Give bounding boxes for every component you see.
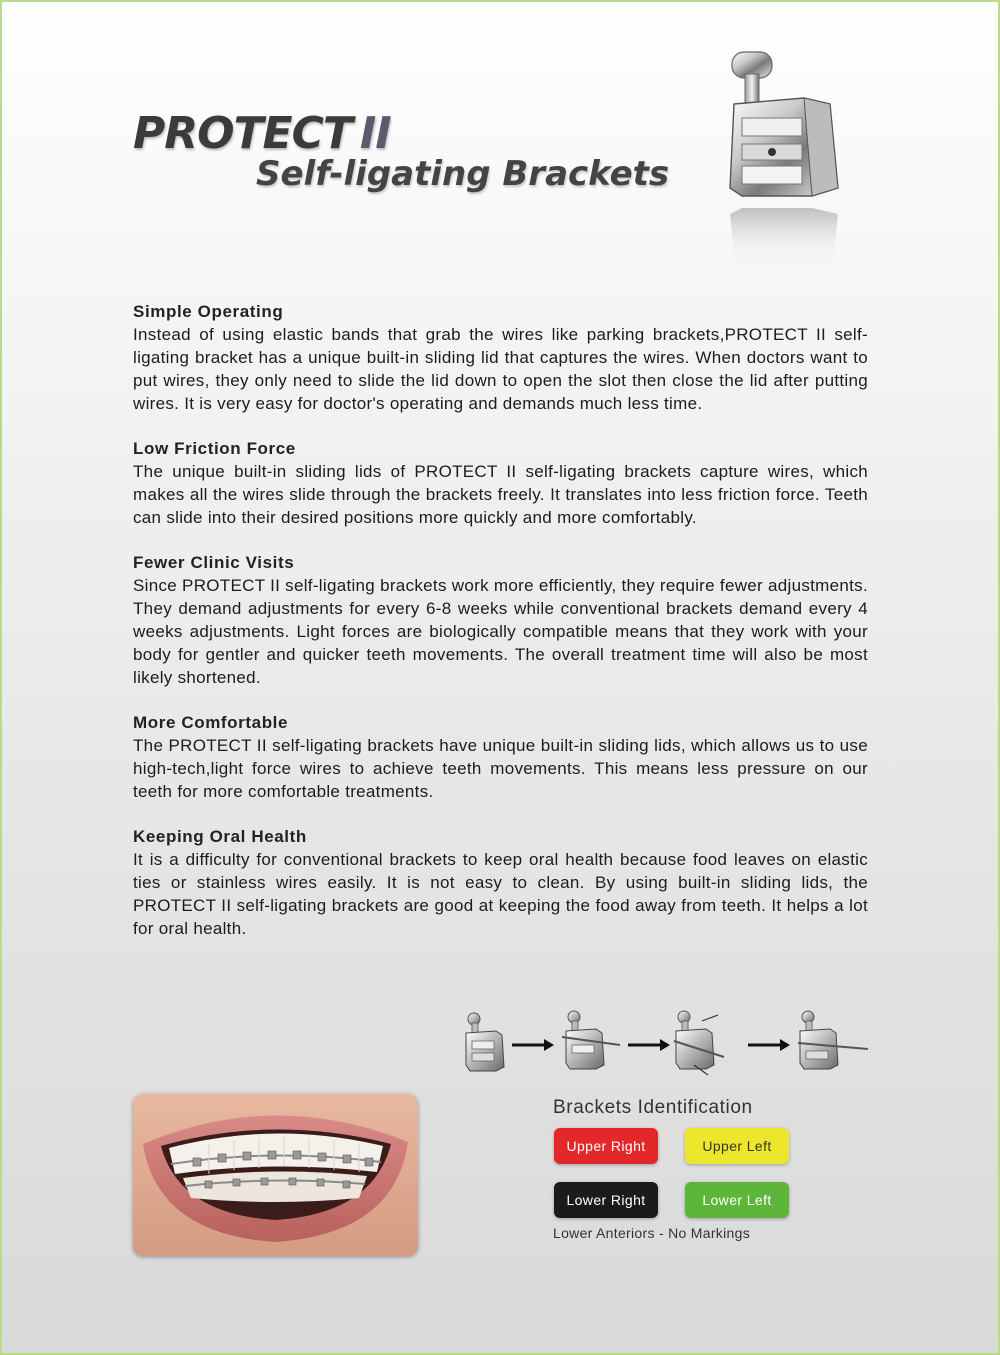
feature-fewer-visits [133, 551, 868, 689]
arrow-icon [512, 1039, 554, 1051]
feature-heading: Low Friction Force [133, 439, 296, 458]
arrow-icon [628, 1039, 670, 1051]
feature-body: Instead of using elastic bands that grab the wires like parking brackets,PROTECT II self-ligating bracket has a unique built-in sliding lid that captures the wires. When doctors want to put wires, they only need to slide the lid down to open the slot then close the lid after putting wires. It is very easy for doctor's operating and demands much less time. [133, 325, 868, 413]
feature-body: Since PROTECT II self-ligating brackets work more efficiently, they require fewer adjustments. They demand adjustments for every 6-8 weeks while conventional brackets demand every 4 weeks adjustments. Light forces are biologically compatible means that they work with your body for gentler and quicker teeth movements. The overall treatment time will also be most likely shortened. [133, 576, 868, 687]
feature-low-friction [133, 437, 868, 529]
feature-simple-operating [133, 300, 868, 415]
tag-lower-right: Lower Right [554, 1182, 658, 1218]
tag-lower-left: Lower Left [685, 1182, 789, 1218]
brand-title [133, 108, 391, 159]
lid-operation-sequence [462, 1005, 872, 1080]
feature-heading: Fewer Clinic Visits [133, 553, 295, 572]
feature-oral-health [133, 825, 868, 940]
bracket-step-wire [674, 1011, 724, 1075]
smile-with-braces-photo [133, 1094, 418, 1256]
bracket-illustration [712, 48, 852, 273]
brand-name: PROTECT [133, 108, 352, 159]
bracket-step-open [562, 1011, 620, 1069]
brackets-identification-title: Brackets Identification [553, 1097, 753, 1118]
feature-body: It is a difficulty for conventional brackets to keep oral health because food leaves on elastic ties or stainless wires easily. It is not easy to clean. By using built-in sliding lids, the PROTECT II self-ligating brackets are good at keeping the food away from teeth. It helps a lot for oral health. [133, 850, 868, 938]
tag-upper-left: Upper Left [685, 1128, 789, 1164]
bracket-step-locked [798, 1011, 868, 1069]
feature-heading: Keeping Oral Health [133, 827, 307, 846]
feature-list [133, 300, 868, 962]
subtitle: Self-ligating Brackets [256, 154, 670, 194]
lower-anteriors-note: Lower Anteriors - No Markings [553, 1225, 750, 1241]
bracket-step-closed [466, 1013, 504, 1071]
feature-heading: Simple Operating [133, 302, 284, 321]
feature-body: The PROTECT II self-ligating brackets have unique built-in sliding lids, which allows us to use high-tech,light force wires to achieve teeth movements. This means less pressure on our teeth for more comfortable treatments. [133, 736, 868, 801]
brand-numeral: II [359, 108, 391, 159]
arrow-icon [748, 1039, 790, 1051]
tag-upper-right: Upper Right [554, 1128, 658, 1164]
feature-more-comfortable [133, 711, 868, 803]
feature-heading: More Comfortable [133, 713, 289, 732]
feature-body: The unique built-in sliding lids of PROTECT II self-ligating brackets capture wires, which makes all the wires slide through the brackets freely. It translates into less friction force. Teeth can slide into their desired positions more quickly and more comfortably. [133, 462, 868, 527]
